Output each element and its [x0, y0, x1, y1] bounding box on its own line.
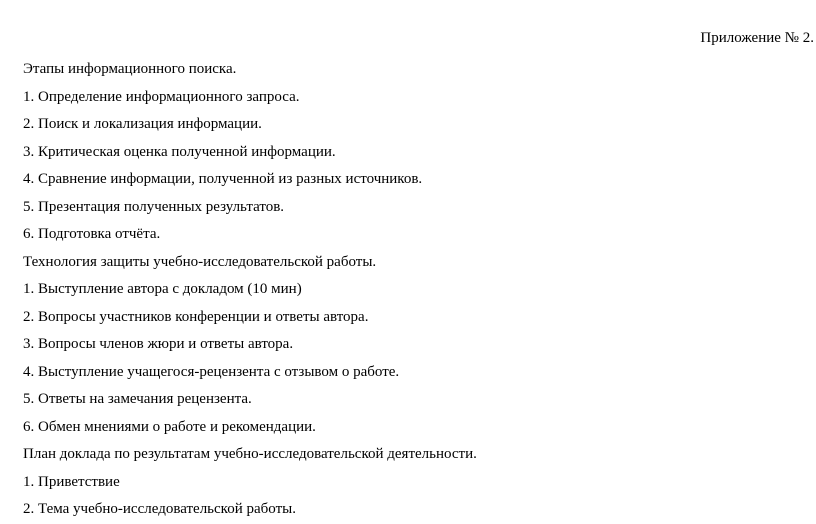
document-body: [23, 56, 477, 524]
list-item: 2. Тема учебно-исследовательской работы.: [23, 501, 296, 517]
list-item: 6. Обмен мнениями о работе и рекомендации.: [23, 418, 316, 435]
list-item: 5. Ответы на замечания рецензента.: [23, 391, 252, 407]
list-item: 6. Подготовка отчёта.: [23, 226, 161, 242]
list-item: 1. Приветствие: [23, 473, 120, 490]
section-heading-search-stages: Этапы информационного поиска.: [23, 61, 237, 77]
list-item: 4. Сравнение информации, полученной из разных источников.: [23, 171, 423, 187]
list-item: 1. Определение информационного запроса.: [23, 88, 300, 105]
list-item: 1. Выступление автора с докладом (10 мин): [23, 281, 302, 297]
list-item: 2. Поиск и локализация информации.: [23, 116, 262, 132]
list-item: 4. Выступление учащегося-рецензента с отзывом о работе.: [23, 363, 400, 380]
section-heading-defense-technology: Технология защиты учебно-исследовательской работы.: [23, 253, 377, 270]
appendix-label: Приложение № 2.: [700, 30, 814, 46]
list-item: 3. Вопросы членов жюри и ответы автора.: [23, 336, 294, 352]
list-item: 3. Критическая оценка полученной информации.: [23, 143, 336, 160]
list-item: 5. Презентация полученных результатов.: [23, 198, 285, 215]
section-heading-report-plan: План доклада по результатам учебно-исследовательской деятельности.: [23, 446, 477, 462]
list-item: 2. Вопросы участников конференции и ответы автора.: [23, 308, 369, 325]
